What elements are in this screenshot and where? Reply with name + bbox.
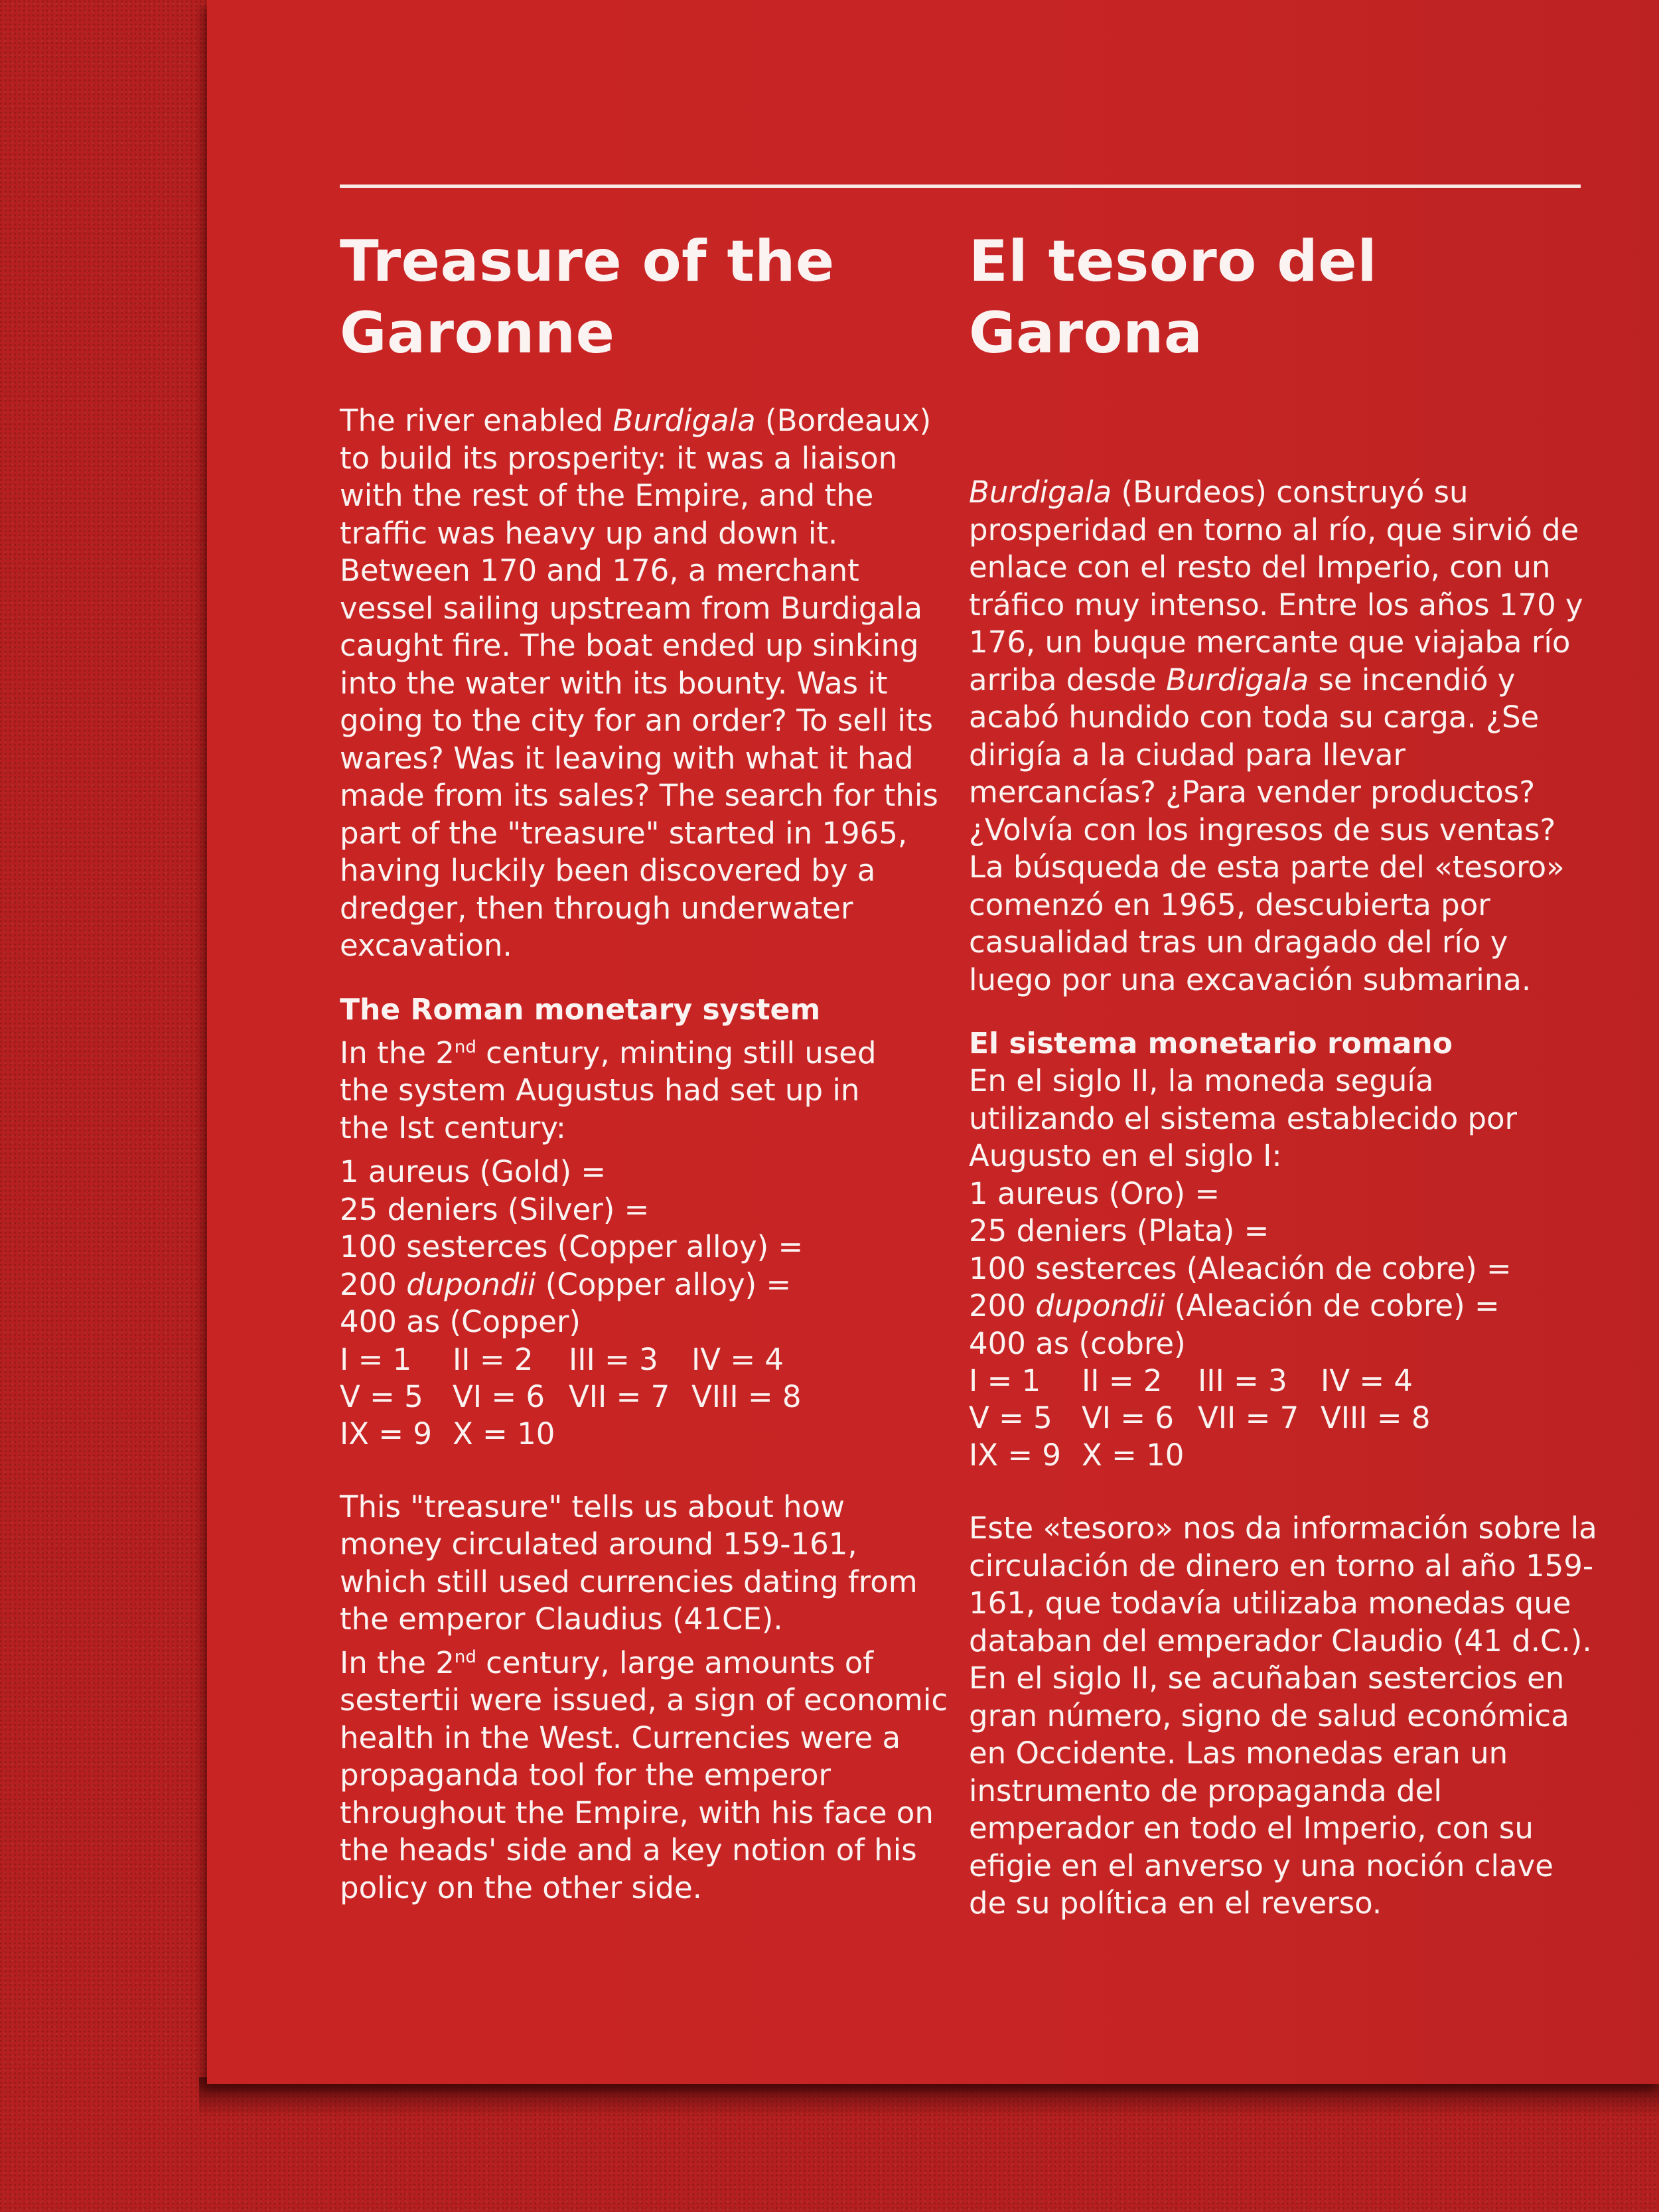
english-column	[340, 226, 950, 1907]
equivalence-line: 100 sesterces (Aleación de cobre) =	[969, 1250, 1512, 1286]
equivalence-line: 1 aureus (Oro) =	[969, 1175, 1220, 1211]
numeral: VIII = 8	[691, 1378, 802, 1414]
numeral: IX = 9	[340, 1416, 433, 1451]
english-closing-1: This "treasure" tells us about how money circulated around 159-161, which still used currencies dating from the emperor Claudius (41CE).	[340, 1489, 918, 1637]
numeral: IV = 4	[1321, 1363, 1413, 1398]
english-monetary-heading: The Roman monetary system	[340, 992, 821, 1027]
numeral: III = 3	[1198, 1363, 1287, 1398]
spanish-monetary-intro: En el siglo II, la moneda seguía utilizando el sistema establecido por Augusto en el siglo I:	[969, 1063, 1518, 1173]
spanish-intro: Burdigala (Burdeos) construyó su prosperidad en torno al río, que sirvió de enlace con el resto del Imperio, con un tráfico muy intenso. Entre los años 170 y 176, un buque mercante que viajaba río arriba desde Burdigala se incendió y acabó hundido con toda su carga. ¿Se dirigía a la ciudad para llevar mercancías? ¿Para vender productos? ¿Volvía con los ingresos de sus ventas? La búsqueda de esta parte del «tesoro» comenzó en 1965, descubierta por casualidad tras un dragado del río y luego por una excavación submarina.	[969, 475, 1583, 997]
equivalence-line: 200 dupondii (Aleación de cobre) =	[969, 1288, 1500, 1323]
spanish-equivalences	[969, 1175, 1599, 1363]
spanish-closing-1: Este «tesoro» nos da información sobre la circulación de dinero en torno al año 159-161, que todavía utilizaba monedas que databan del emperador Claudio (41 d.C.).	[969, 1511, 1597, 1659]
numeral: II = 2	[1082, 1363, 1163, 1398]
numeral: VI = 6	[1082, 1400, 1174, 1436]
equivalence-line: 25 deniers (Plata) =	[969, 1213, 1269, 1248]
spanish-title: El tesoro del Garona	[969, 228, 1378, 366]
equivalence-line: 1 aureus (Gold) =	[340, 1154, 607, 1189]
numeral: VIII = 8	[1321, 1400, 1431, 1436]
numeral: VI = 6	[453, 1378, 545, 1414]
numeral: V = 5	[969, 1400, 1052, 1436]
english-closing-2: In the 2nd century, large amounts of sestertii were issued, a sign of economic health in the West. Currencies were a propaganda tool for the emperor throughout the Empire, with his face on the heads' side and a key notion of his policy on the other side.	[340, 1645, 948, 1905]
spanish-numerals	[969, 1363, 1599, 1474]
numeral: II = 2	[453, 1341, 534, 1377]
top-rule	[340, 184, 1581, 188]
numeral: III = 3	[569, 1341, 658, 1377]
equivalence-line: 400 as (cobre)	[969, 1325, 1186, 1361]
english-title: Treasure of the Garonne	[340, 228, 835, 366]
spanish-monetary-heading: El sistema monetario romano	[969, 1027, 1453, 1061]
numeral: I = 1	[969, 1363, 1041, 1398]
spanish-column	[969, 226, 1599, 1923]
numeral: I = 1	[340, 1341, 412, 1377]
numeral: X = 10	[453, 1416, 555, 1451]
numeral: VII = 7	[1198, 1400, 1299, 1436]
equivalence-line: 200 dupondii (Copper alloy) =	[340, 1266, 792, 1302]
spanish-closing-2: En el siglo II, se acuñaban sestercios en gran número, signo de salud económica en Occidente. Las monedas eran un instrumento de propaganda del emperador en todo el Imperio, con su efigie en el anverso y una noción clave de su política en el reverso.	[969, 1660, 1569, 1921]
equivalence-line: 100 sesterces (Copper alloy) =	[340, 1229, 804, 1264]
english-equivalences	[340, 1153, 950, 1341]
numeral: VII = 7	[569, 1378, 670, 1414]
museum-panel	[207, 0, 1659, 2084]
english-monetary-intro: In the 2nd century, minting still used the system Augustus had set up in the Ist century:	[340, 1035, 877, 1145]
numeral: V = 5	[340, 1378, 423, 1414]
numeral: IV = 4	[691, 1341, 784, 1377]
numeral: X = 10	[1082, 1438, 1185, 1473]
equivalence-line: 400 as (Copper)	[340, 1304, 581, 1339]
numeral: IX = 9	[969, 1438, 1062, 1473]
english-numerals	[340, 1341, 950, 1453]
equivalence-line: 25 deniers (Silver) =	[340, 1191, 650, 1227]
english-intro: The river enabled Burdigala (Bordeaux) to build its prosperity: it was a liaison with the rest of the Empire, and the traffic was heavy up and down it. Between 170 and 176, a merchant vessel sailing upstream from Burdigala caught fire. The boat ended up sinking into the water with its bounty. Was it going to the city for an order? To sell its wares? Was it leaving with what it had made from its sales? The search for this part of the "treasure" started in 1965, having luckily been discovered by a dredger, then through underwater excavation.	[340, 403, 938, 963]
